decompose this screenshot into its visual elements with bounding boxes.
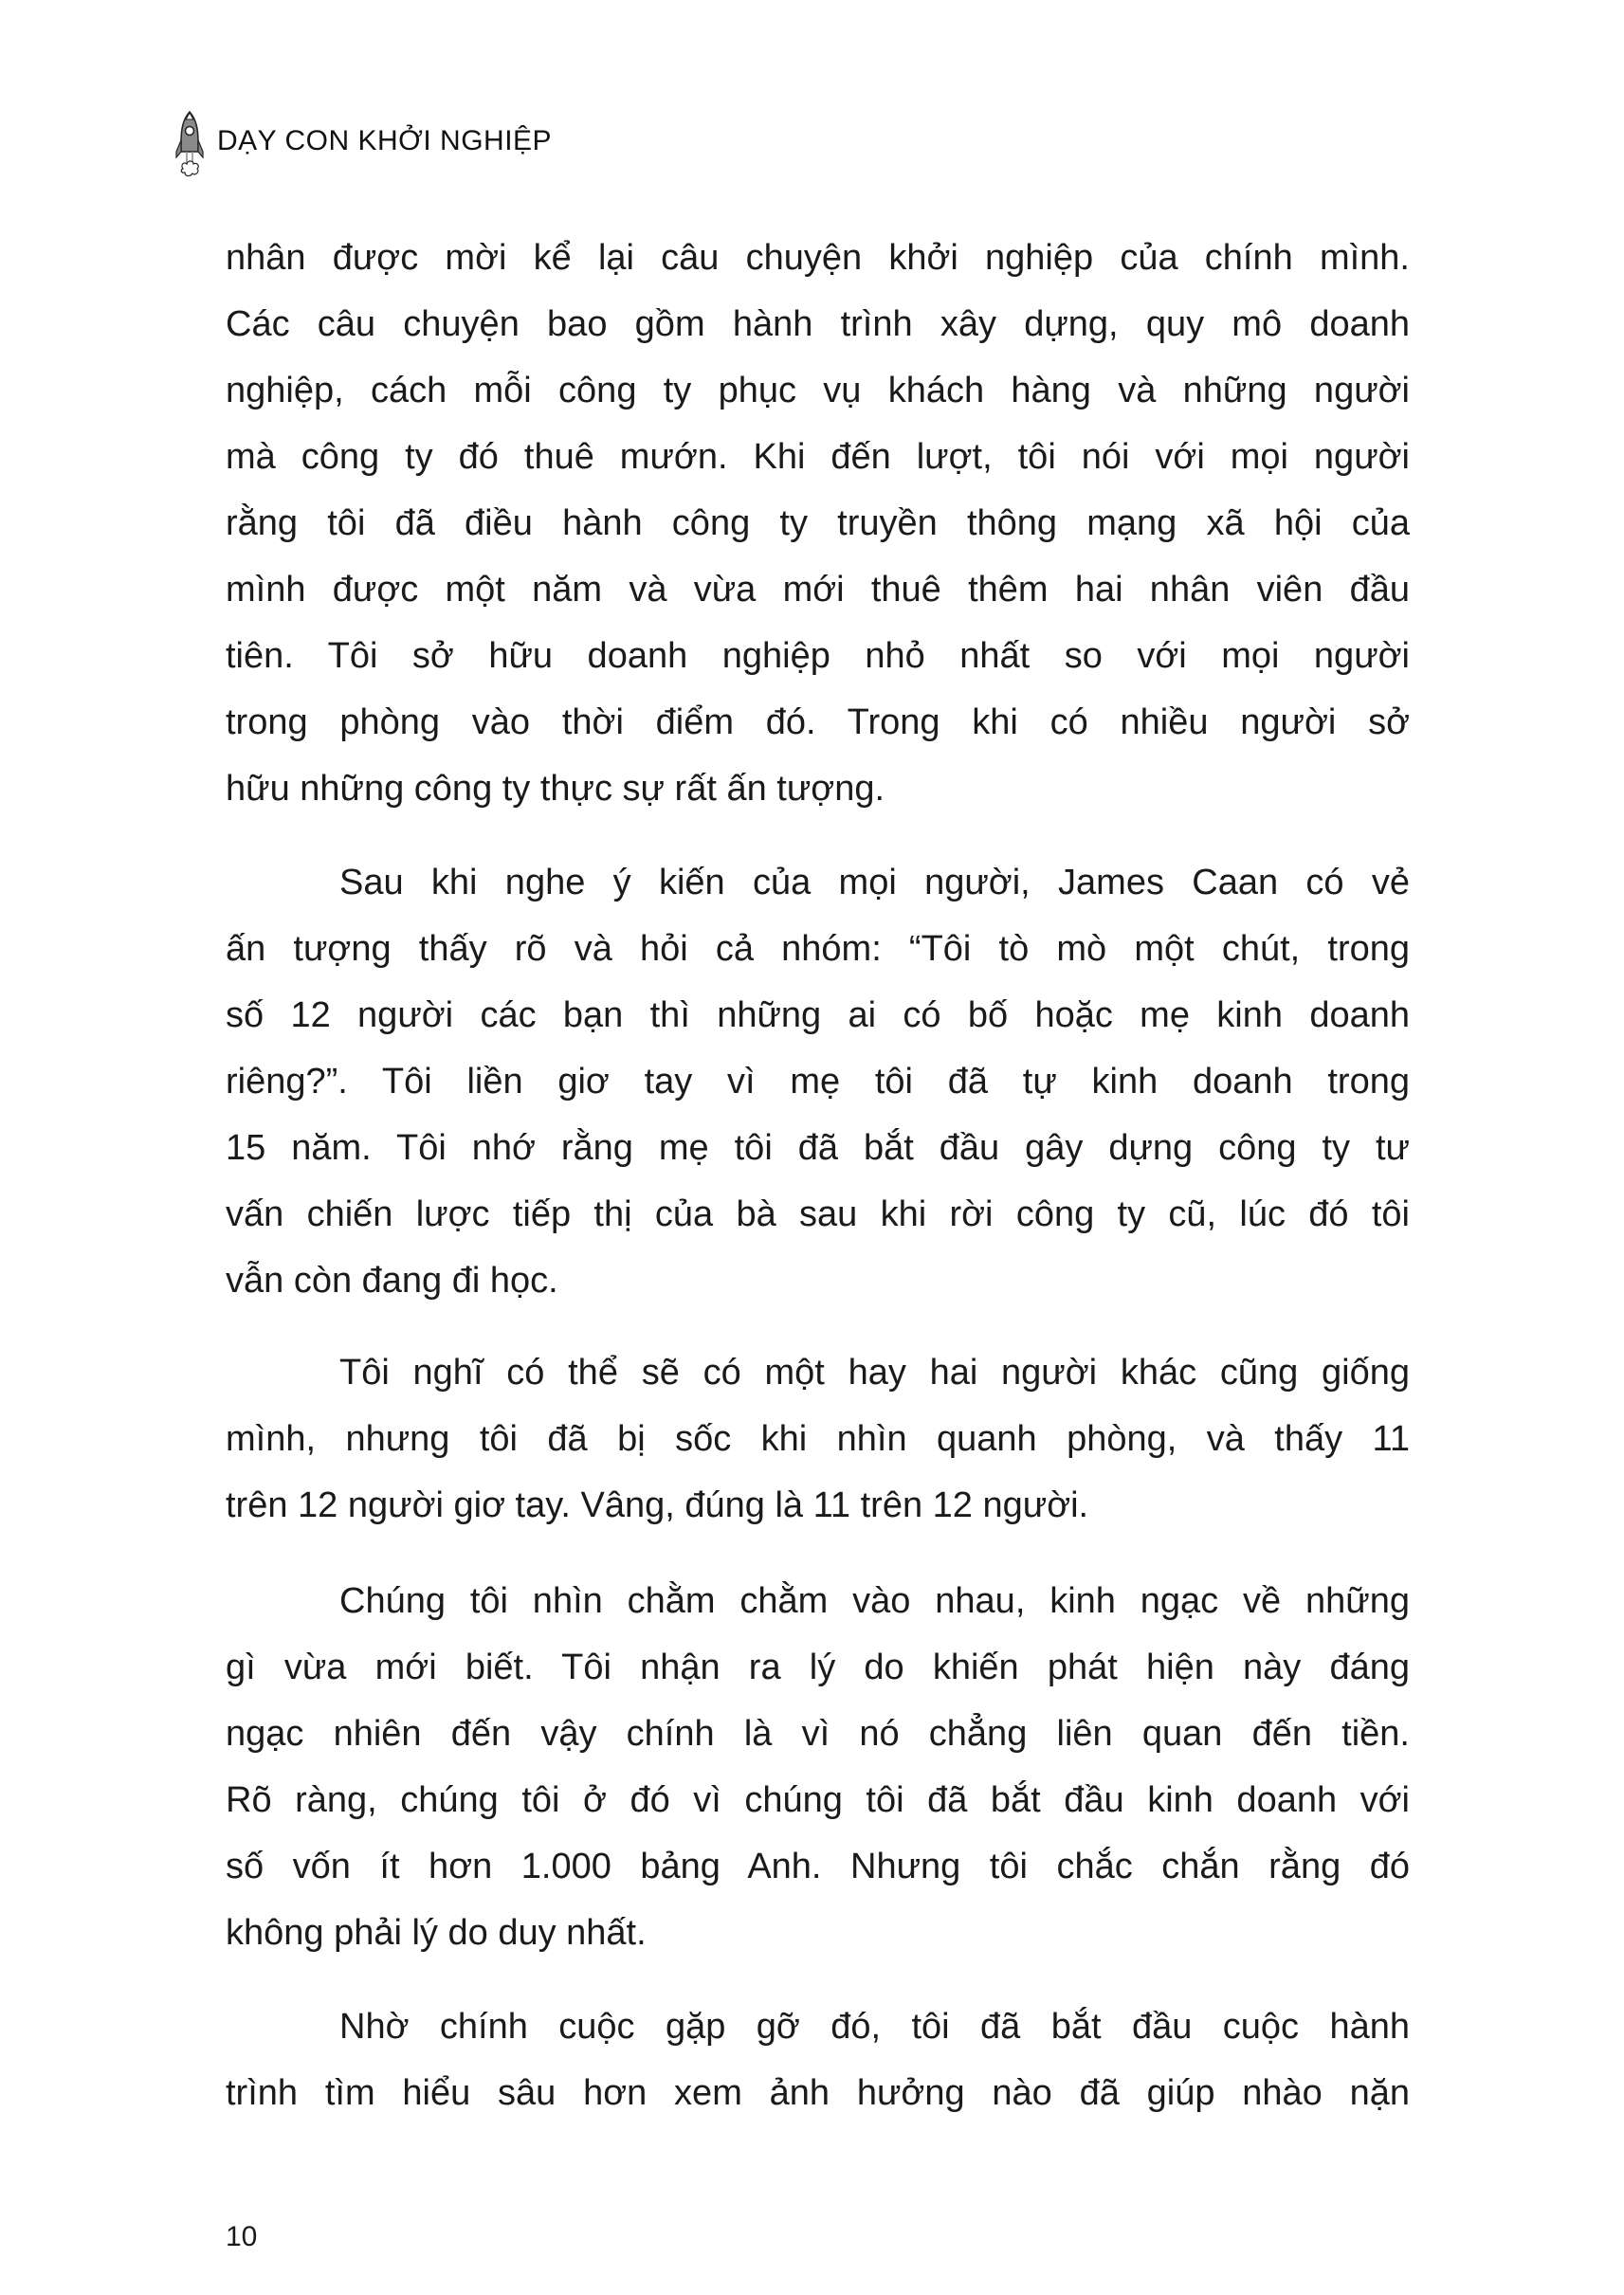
text-line: gì vừa mới biết. Tôi nhận ra lý do khiến phát hiện này đáng bbox=[226, 1648, 1410, 1687]
text-line: nghiệp, cách mỗi công ty phục vụ khách hàng và những người bbox=[226, 371, 1410, 410]
text-line: số 12 người các bạn thì những ai có bố hoặc mẹ kinh doanh bbox=[226, 995, 1410, 1035]
text-line: Các câu chuyện bao gồm hành trình xây dựng, quy mô doanh bbox=[226, 304, 1410, 344]
text-line: mình được một năm và vừa mới thuê thêm hai nhân viên đầu bbox=[226, 570, 1410, 610]
paragraph bbox=[226, 1568, 1410, 1966]
text-line: Nhờ chính cuộc gặp gỡ đó, tôi đã bắt đầu cuộc hành bbox=[339, 2007, 1410, 2047]
text-line: trình tìm hiểu sâu hơn xem ảnh hưởng nào đã giúp nhào nặn bbox=[226, 2073, 1410, 2113]
text-line: rằng tôi đã điều hành công ty truyền thông mạng xã hội của bbox=[226, 503, 1410, 543]
text-line: mà công ty đó thuê mướn. Khi đến lượt, tôi nói với mọi người bbox=[226, 437, 1410, 477]
text-line: hữu những công ty thực sự rất ấn tượng. bbox=[226, 769, 885, 809]
paragraph bbox=[226, 849, 1410, 1314]
text-line: Rõ ràng, chúng tôi ở đó vì chúng tôi đã bắt đầu kinh doanh với bbox=[226, 1780, 1410, 1820]
rocket-icon bbox=[175, 110, 204, 180]
paragraph bbox=[226, 225, 1410, 822]
text-line: riêng?”. Tôi liền giơ tay vì mẹ tôi đã tự kinh doanh trong bbox=[226, 1062, 1410, 1102]
text-line: trong phòng vào thời điểm đó. Trong khi có nhiều người sở bbox=[226, 702, 1410, 742]
book-title: DẠY CON KHỞI NGHIỆP bbox=[217, 125, 553, 156]
text-line: mình, nhưng tôi đã bị sốc khi nhìn quanh phòng, và thấy 11 bbox=[226, 1419, 1410, 1459]
page-number: 10 bbox=[226, 2221, 258, 2252]
text-line: Tôi nghĩ có thể sẽ có một hay hai người khác cũng giống bbox=[339, 1353, 1410, 1393]
running-header bbox=[175, 110, 552, 180]
text-line: không phải lý do duy nhất. bbox=[226, 1913, 647, 1953]
paragraph bbox=[226, 1339, 1410, 1539]
text-line: trên 12 người giơ tay. Vâng, đúng là 11 trên 12 người. bbox=[226, 1485, 1089, 1525]
text-line: vấn chiến lược tiếp thị của bà sau khi rời công ty cũ, lúc đó tôi bbox=[226, 1194, 1410, 1234]
text-line: số vốn ít hơn 1.000 bảng Anh. Nhưng tôi chắc chắn rằng đó bbox=[226, 1847, 1410, 1886]
text-line: Sau khi nghe ý kiến của mọi người, James Caan có vẻ bbox=[339, 863, 1410, 902]
text-line: 15 năm. Tôi nhớ rằng mẹ tôi đã bắt đầu gây dựng công ty tư bbox=[226, 1128, 1410, 1168]
text-line: Chúng tôi nhìn chằm chằm vào nhau, kinh ngạc về những bbox=[339, 1581, 1410, 1621]
text-line: nhân được mời kể lại câu chuyện khởi nghiệp của chính mình. bbox=[226, 238, 1410, 278]
text-line: tiên. Tôi sở hữu doanh nghiệp nhỏ nhất so với mọi người bbox=[226, 636, 1410, 676]
text-line: vẫn còn đang đi học. bbox=[226, 1261, 558, 1301]
text-line: ngạc nhiên đến vậy chính là vì nó chẳng liên quan đến tiền. bbox=[226, 1714, 1410, 1754]
text-line: ấn tượng thấy rõ và hỏi cả nhóm: “Tôi tò mò một chút, trong bbox=[226, 929, 1410, 969]
paragraph bbox=[226, 1994, 1410, 2126]
